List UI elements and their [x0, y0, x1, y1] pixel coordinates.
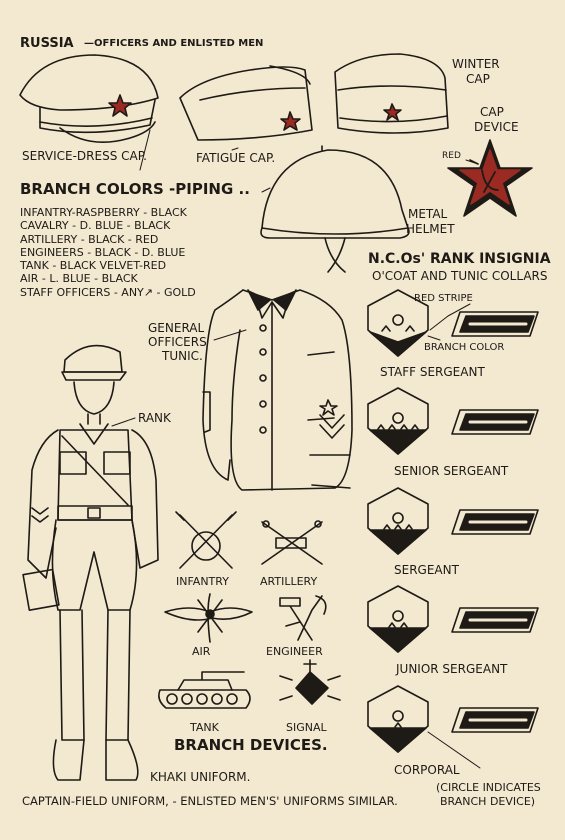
nco-heading: N.C.Os' RANK INSIGNIA — [368, 251, 551, 267]
tunic-label-1: GENERAL — [148, 321, 205, 335]
signal-label: SIGNAL — [286, 721, 327, 734]
service-cap-label: SERVICE-DRESS CAP. — [22, 149, 147, 163]
rank-junior-sergeant: JUNIOR SERGEANT — [396, 662, 508, 676]
branch-colors-table — [20, 206, 196, 299]
fatigue-cap-drawing — [180, 66, 312, 140]
branch-color-row: ARTILLERY - BLACK - RED — [20, 232, 159, 246]
winter-cap-drawing — [335, 54, 448, 133]
rank-staff-sergeant: STAFF SERGEANT — [380, 365, 485, 379]
infantry-label: INFANTRY — [176, 575, 229, 588]
air-device-drawing — [165, 594, 252, 642]
fatigue-cap-label: FATIGUE CAP. — [196, 151, 276, 165]
footer-caption: CAPTAIN-FIELD UNIFORM, - ENLISTED MEN'S' UNIFORMS SIMILAR. — [22, 794, 398, 808]
plate-subtitle: —OFFICERS AND ENLISTED MEN — [84, 38, 264, 49]
rank-sergeant: SERGEANT — [394, 563, 459, 577]
nco-collar-tabs — [368, 290, 428, 752]
tank-device-drawing — [159, 672, 250, 708]
artillery-label: ARTILLERY — [260, 575, 318, 588]
helmet-label-2: HELMET — [406, 222, 455, 236]
branch-color-row: ENGINEERS - BLACK - D. BLUE — [20, 245, 186, 259]
rank-senior-sergeant: SENIOR SERGEANT — [394, 464, 509, 478]
cap-device-label-2: DEVICE — [474, 120, 519, 134]
cap-device-label-1: CAP — [480, 105, 504, 119]
country-title: RUSSIA — [20, 36, 74, 51]
infantry-device-drawing — [176, 512, 236, 568]
branch-color-label: BRANCH COLOR — [424, 342, 505, 353]
tunic-drawing — [203, 290, 352, 490]
uniform-label: KHAKI UNIFORM. — [150, 770, 251, 784]
red-stripe-label: RED STRIPE — [414, 293, 473, 304]
signal-device-drawing — [280, 660, 340, 704]
air-label: AIR — [192, 645, 211, 658]
branch-color-row: AIR - L. BLUE - BLACK — [20, 272, 138, 286]
circle-note-1: (CIRCLE INDICATES — [436, 781, 541, 794]
branch-devices-heading: BRANCH DEVICES. — [174, 736, 328, 754]
branch-colors-heading: BRANCH COLORS -PIPING .. — [20, 180, 250, 198]
rank-label: RANK — [138, 411, 171, 425]
red-label: RED — [442, 151, 461, 161]
engineer-device-drawing — [280, 596, 326, 640]
branch-color-row: CAVALRY - D. BLUE - BLACK — [20, 219, 171, 233]
service-cap-drawing — [20, 55, 158, 142]
circle-note-2: BRANCH DEVICE) — [440, 795, 536, 808]
helmet-label-1: METAL — [408, 207, 448, 221]
rank-corporal: CORPORAL — [394, 763, 460, 777]
tunic-label-3: TUNIC. — [162, 349, 203, 363]
winter-cap-label-2: CAP — [466, 72, 490, 86]
branch-color-row: TANK - BLACK VELVET-RED — [20, 259, 167, 273]
nco-subheading: O'COAT AND TUNIC COLLARS — [372, 269, 548, 283]
tank-label: TANK — [190, 721, 219, 734]
branch-color-row: INFANTRY-RASPBERRY - BLACK — [20, 206, 187, 219]
winter-cap-label-1: WINTER — [452, 57, 500, 71]
tunic-label-2: OFFICERS — [148, 335, 207, 349]
artillery-device-drawing — [262, 521, 322, 564]
branch-color-row: STAFF OFFICERS - ANY↗ - GOLD — [20, 285, 196, 299]
engineer-label: ENGINEER — [266, 645, 323, 658]
